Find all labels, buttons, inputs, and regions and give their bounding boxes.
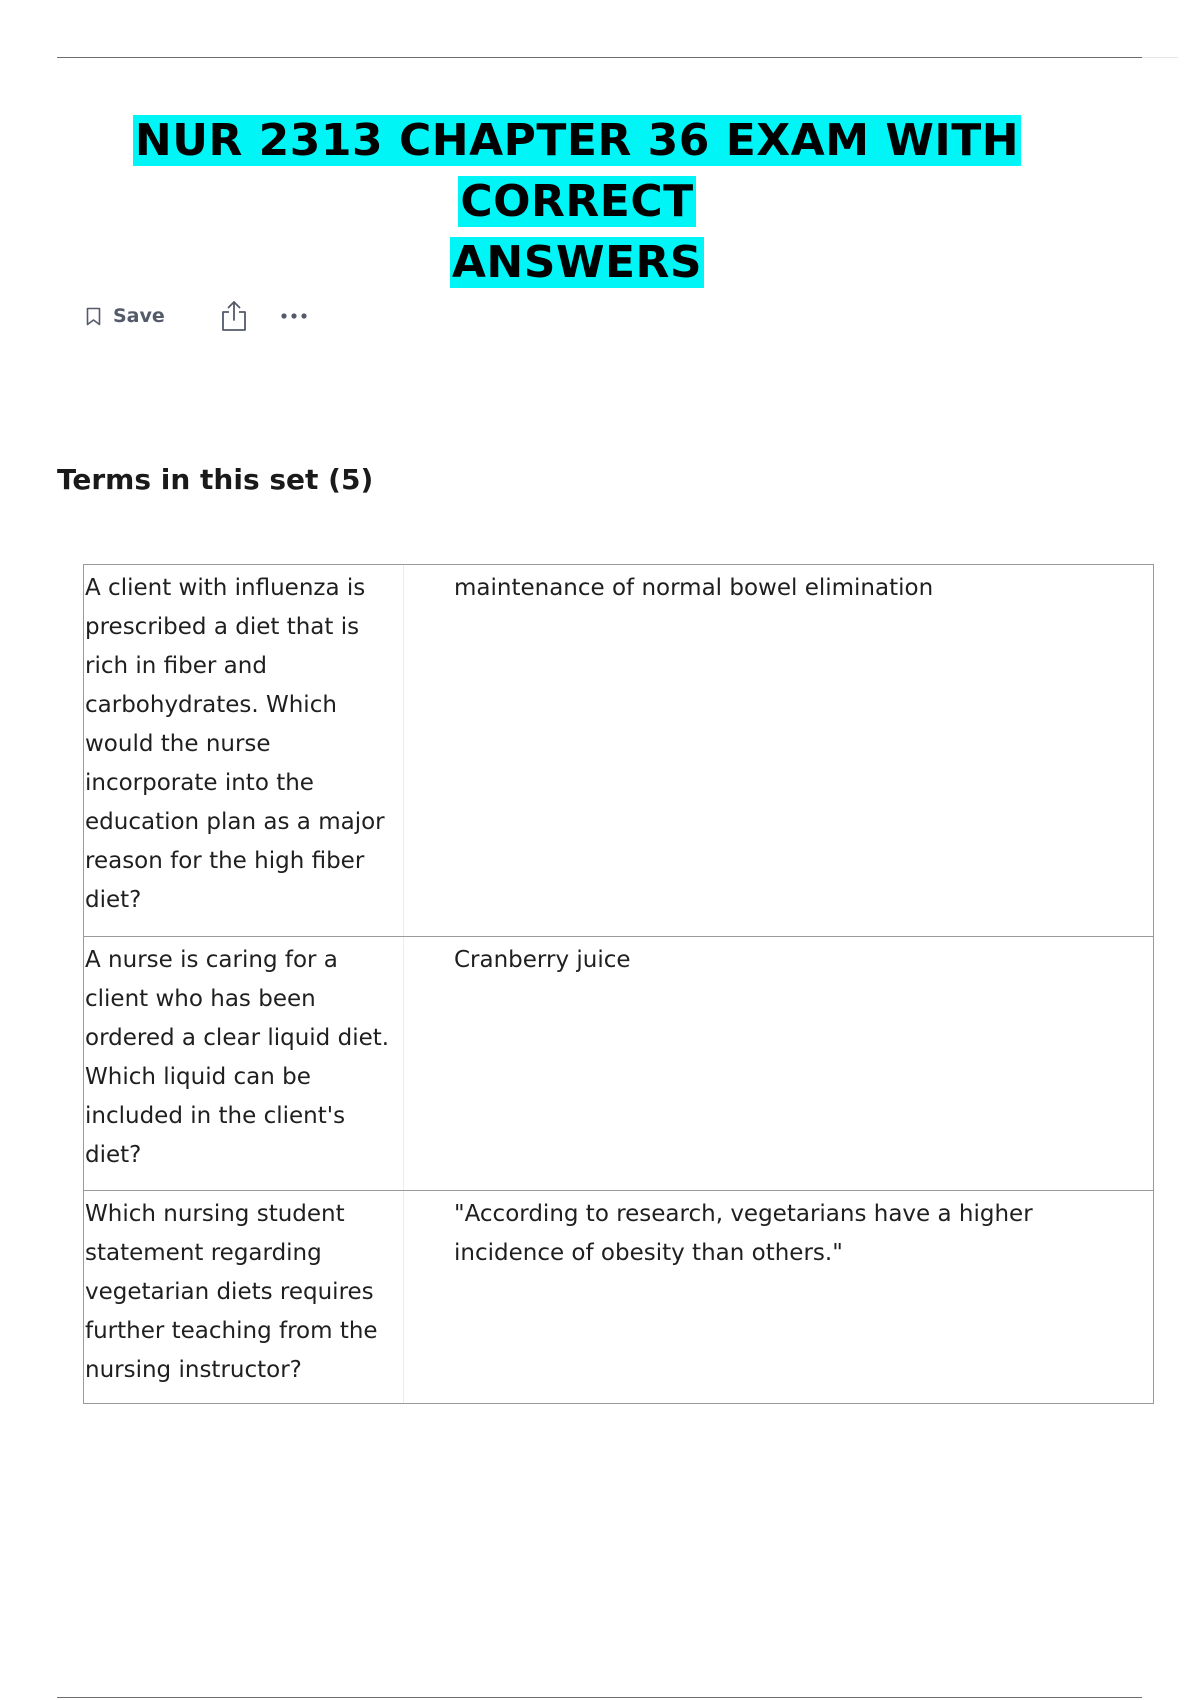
page-title-line-1: NUR 2313 CHAPTER 36 EXAM WITH CORRECT — [134, 115, 1020, 227]
term-row — [84, 936, 1153, 1190]
action-bar — [86, 300, 311, 332]
bottom-divider — [57, 1697, 1142, 1698]
bookmark-icon — [86, 307, 101, 326]
save-button[interactable] — [86, 305, 165, 327]
top-divider — [57, 57, 1142, 58]
term-row — [84, 1190, 1153, 1403]
top-divider-faint — [1142, 57, 1178, 58]
definition-text: Cranberry juice — [454, 947, 631, 973]
share-icon — [219, 299, 249, 333]
term-text: Which nursing student statement regarding vegetarian diets requires further teaching from the nursing instructor? — [84, 1191, 404, 1403]
terms-heading: Terms in this set (5) — [57, 463, 374, 496]
page-title — [57, 110, 1097, 293]
more-options-button[interactable] — [277, 306, 311, 326]
term-row — [84, 565, 1153, 936]
definition-text: "According to research, vegetarians have a higher incidence of obesity than others." — [454, 1201, 1033, 1266]
more-horizontal-icon — [277, 306, 311, 326]
save-label: Save — [113, 305, 165, 327]
terms-table — [83, 564, 1154, 1404]
definition-text: maintenance of normal bowel elimination — [454, 575, 934, 601]
page-title-line-2: ANSWERS — [451, 237, 703, 288]
term-text: A nurse is caring for a client who has been ordered a clear liquid diet. Which liquid can be included in the client's diet? — [84, 937, 404, 1190]
share-button[interactable] — [219, 299, 249, 333]
term-text: A client with influenza is prescribed a diet that is rich in fiber and carbohydrates. Which would the nurse incorporate into the education plan as a major reason for the high fiber diet? — [84, 565, 404, 936]
